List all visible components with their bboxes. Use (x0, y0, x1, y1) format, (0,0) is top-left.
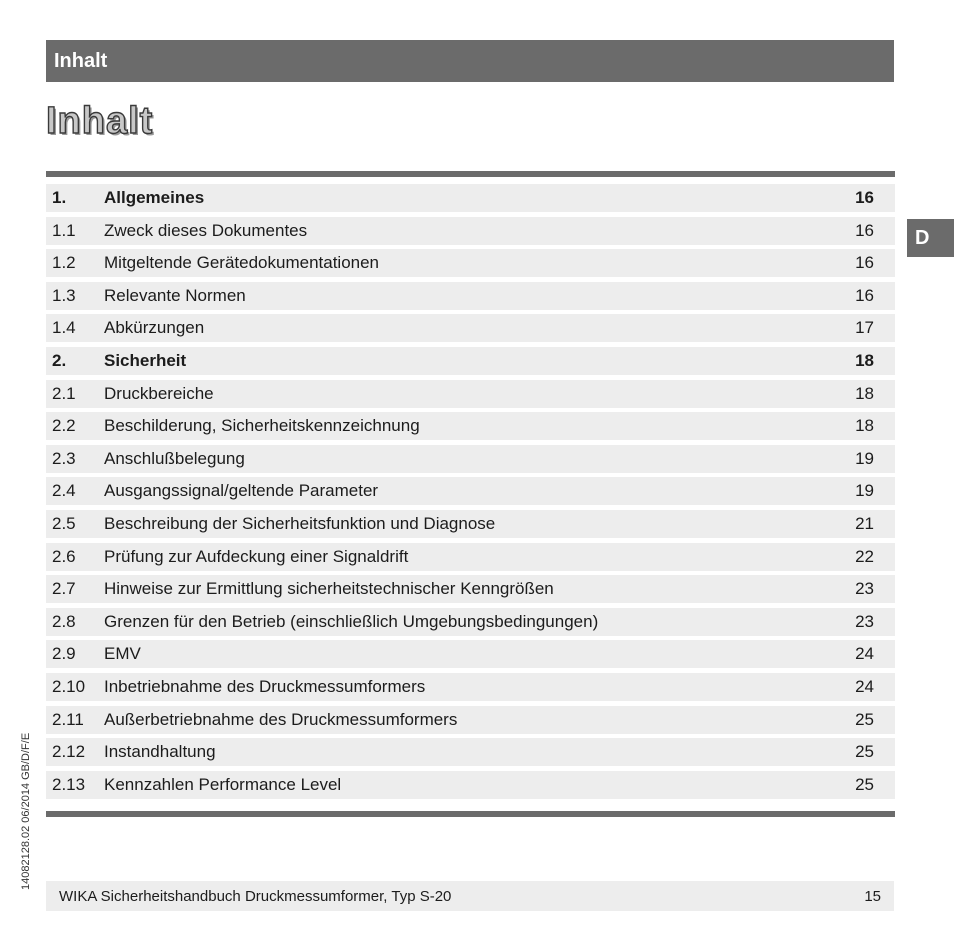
toc-section-number: 2.4 (52, 481, 76, 501)
toc-section-number: 2.3 (52, 448, 76, 468)
bottom-divider (46, 811, 895, 817)
toc-section-title: Ausgangssignal/geltende Parameter (104, 481, 379, 501)
section-header-bar (46, 40, 894, 82)
toc-section-title: Relevante Normen (104, 285, 246, 305)
toc-page-number: 24 (855, 644, 874, 664)
toc-page-number: 18 (855, 383, 874, 403)
toc-section-title: Zweck dieses Dokumentes (104, 220, 308, 240)
toc-section-title: Druckbereiche (104, 383, 214, 403)
toc-row[interactable] (46, 314, 895, 342)
toc-row[interactable] (46, 477, 895, 505)
toc-section-title: Inbetriebnahme des Druckmessumformers (104, 676, 426, 696)
document-code: 14082128.02 06/2014 GB/D/F/E (20, 732, 32, 890)
language-tab-label: D (915, 227, 930, 249)
page-number: 15 (864, 887, 881, 905)
toc-row[interactable] (46, 771, 895, 799)
toc-page-number: 23 (855, 611, 874, 631)
toc-page-number: 16 (855, 220, 874, 240)
toc-section-number: 2.13 (52, 774, 86, 794)
toc-row[interactable] (46, 640, 895, 668)
toc-section-title: Beschilderung, Sicherheitskennzeichnung (104, 416, 420, 436)
toc-page-number: 25 (855, 709, 874, 729)
toc-section-number: 2.2 (52, 416, 76, 436)
toc-section-title: Sicherheit (104, 350, 187, 370)
toc-page-number: 18 (855, 350, 874, 370)
toc-section-number: 2.1 (52, 383, 76, 403)
toc-section-title: Prüfung zur Aufdeckung einer Signaldrift (104, 546, 409, 566)
toc-page-number: 25 (855, 742, 874, 762)
toc-row[interactable] (46, 575, 895, 603)
toc-section-number: 2.9 (52, 644, 76, 664)
toc-page-number: 25 (855, 774, 874, 794)
toc-row[interactable] (46, 412, 895, 440)
toc-row[interactable] (46, 217, 895, 245)
toc-section-title: Kennzahlen Performance Level (104, 774, 342, 794)
toc-row[interactable] (46, 445, 895, 473)
toc-section-number: 2. (52, 350, 67, 370)
toc-page-number: 21 (855, 513, 874, 533)
toc-section-title: Grenzen für den Betrieb (einschließlich Umgebungsbedingungen) (104, 611, 599, 631)
toc-row[interactable] (46, 249, 895, 277)
toc-row[interactable] (46, 347, 895, 375)
toc-row[interactable] (46, 282, 895, 310)
toc-page-number: 16 (855, 253, 874, 273)
toc-section-title: Außerbetriebnahme des Druckmessumformers (104, 709, 458, 729)
toc-page-number: 22 (855, 546, 874, 566)
toc-row[interactable] (46, 184, 895, 212)
toc-section-title: Abkürzungen (104, 318, 205, 338)
toc-section-title: Instandhaltung (104, 742, 216, 762)
toc-page-number: 18 (855, 416, 874, 436)
toc-section-number: 2.7 (52, 579, 76, 599)
language-tab (907, 219, 954, 257)
toc-section-number: 1. (52, 188, 67, 207)
page-title: Inhalt (46, 100, 154, 142)
toc-section-title: Anschlußbelegung (104, 448, 245, 468)
toc-page-number: 16 (855, 188, 874, 207)
toc-section-number: 1.1 (52, 220, 76, 240)
page-footer (46, 881, 894, 911)
toc-section-number: 2.8 (52, 611, 76, 631)
toc-section-number: 1.3 (52, 285, 76, 305)
toc-section-number: 2.10 (52, 676, 86, 696)
toc-row[interactable] (46, 380, 895, 408)
toc-page-number: 19 (855, 481, 874, 501)
toc-page-number: 16 (855, 285, 874, 305)
toc-page-number: 17 (855, 318, 874, 338)
footer-text: WIKA Sicherheitshandbuch Druckmessumformer, Typ S-20 (59, 887, 452, 905)
toc-section-title: Beschreibung der Sicherheitsfunktion und Diagnose (104, 513, 496, 533)
toc-section-title: Hinweise zur Ermittlung sicherheitstechnischer Kenngrößen (104, 579, 554, 599)
toc-page-number: 19 (855, 448, 874, 468)
toc-section-number: 2.11 (52, 709, 84, 729)
toc-section-title: Allgemeines (104, 188, 205, 207)
top-divider (46, 171, 895, 177)
toc-row[interactable] (46, 738, 895, 766)
toc-row[interactable] (46, 608, 895, 636)
toc-row[interactable] (46, 706, 895, 734)
toc-section-number: 2.5 (52, 513, 76, 533)
toc-section-number: 1.2 (52, 253, 76, 273)
toc-page-number: 23 (855, 579, 874, 599)
toc-section-number: 2.12 (52, 742, 86, 762)
toc-row[interactable] (46, 673, 895, 701)
table-of-contents (46, 184, 895, 803)
toc-row[interactable] (46, 543, 895, 571)
toc-page-number: 24 (855, 676, 874, 696)
section-header-label: Inhalt (54, 50, 108, 72)
toc-section-title: EMV (104, 644, 141, 664)
toc-section-number: 2.6 (52, 546, 76, 566)
toc-row[interactable] (46, 510, 895, 538)
toc-section-number: 1.4 (52, 318, 76, 338)
toc-section-title: Mitgeltende Gerätedokumentationen (104, 253, 380, 273)
